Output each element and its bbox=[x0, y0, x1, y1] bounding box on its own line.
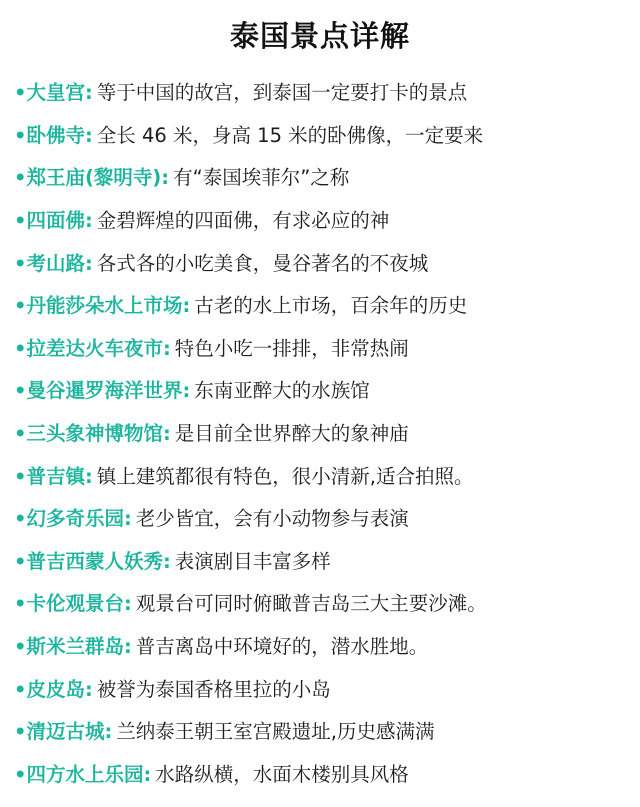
attraction-description: 是目前全世界醉大的象神庙 bbox=[174, 422, 409, 446]
list-item bbox=[14, 453, 634, 496]
page-title: 泰国景点详解 bbox=[229, 19, 410, 53]
attraction-name: •曼谷暹罗海洋世界: bbox=[14, 379, 191, 403]
attraction-name: •普吉西蒙人妖秀: bbox=[14, 549, 171, 573]
attraction-name: •幻多奇乐园: bbox=[14, 507, 132, 531]
attraction-description: 兰纳泰王朝王室宫殿遗址,历史感满满 bbox=[116, 720, 435, 744]
list-item bbox=[14, 198, 634, 241]
attraction-name: •斯米兰群岛: bbox=[14, 635, 132, 659]
attraction-name: •丹能莎朵水上市场: bbox=[14, 294, 191, 318]
list-item bbox=[14, 752, 634, 795]
list-item bbox=[14, 240, 634, 283]
attraction-description: 老少皆宜，会有小动物参与表演 bbox=[135, 507, 409, 531]
list-item bbox=[14, 709, 634, 752]
attraction-name: •大皇宫: bbox=[14, 81, 93, 105]
attraction-description: 等于中国的故宫，到泰国一定要打卡的景点 bbox=[96, 81, 468, 105]
attraction-description: 特色小吃一排排，非常热闹 bbox=[174, 336, 409, 360]
attraction-description: 普吉离岛中环境好的，潜水胜地。 bbox=[135, 635, 429, 659]
list-item bbox=[14, 368, 634, 411]
attraction-description: 全长 46 米，身高 15 米的卧佛像，一定要来 bbox=[96, 123, 484, 147]
list-item bbox=[14, 70, 634, 113]
attraction-description: 观景台可同时俯瞰普吉岛三大主要沙滩。 bbox=[135, 592, 487, 616]
list-item bbox=[14, 155, 634, 198]
attraction-name: •拉差达火车夜市: bbox=[14, 336, 171, 360]
list-item bbox=[14, 283, 634, 326]
attraction-description: 表演剧目丰富多样 bbox=[174, 549, 331, 573]
attraction-name: •三头象神博物馆: bbox=[14, 422, 171, 446]
attraction-name: •清迈古城: bbox=[14, 720, 113, 744]
attraction-description: 各式各的小吃美食，曼谷著名的不夜城 bbox=[96, 251, 429, 275]
list-item bbox=[14, 113, 634, 156]
attraction-description: 东南亚醉大的水族馆 bbox=[194, 379, 370, 403]
list-item bbox=[14, 539, 634, 582]
list-item bbox=[14, 326, 634, 369]
list-item bbox=[14, 496, 634, 539]
attraction-name: •四方水上乐园: bbox=[14, 762, 152, 786]
attraction-description: 古老的水上市场，百余年的历史 bbox=[194, 294, 468, 318]
attraction-name: •考山路: bbox=[14, 251, 93, 275]
attraction-name: •郑王庙(黎明寺): bbox=[14, 166, 170, 190]
attraction-name: •卧佛寺: bbox=[14, 123, 93, 147]
attraction-name: •四面佛: bbox=[14, 209, 93, 233]
attraction-description: 水路纵横，水面木楼别具风格 bbox=[155, 762, 409, 786]
attraction-description: 镇上建筑都很有特色，很小清新,适合拍照。 bbox=[96, 464, 474, 488]
list-item bbox=[14, 411, 634, 454]
attraction-name: •卡伦观景台: bbox=[14, 592, 132, 616]
attraction-list bbox=[14, 70, 634, 794]
list-item bbox=[14, 581, 634, 624]
attraction-description: 金碧辉煌的四面佛，有求必应的神 bbox=[96, 209, 390, 233]
list-item bbox=[14, 624, 634, 667]
list-item bbox=[14, 666, 634, 709]
attraction-description: 有“泰国埃菲尔”之称 bbox=[173, 166, 350, 190]
attraction-name: •皮皮岛: bbox=[14, 677, 93, 701]
attraction-description: 被誉为泰国香格里拉的小岛 bbox=[96, 677, 331, 701]
attraction-name: •普吉镇: bbox=[14, 464, 93, 488]
